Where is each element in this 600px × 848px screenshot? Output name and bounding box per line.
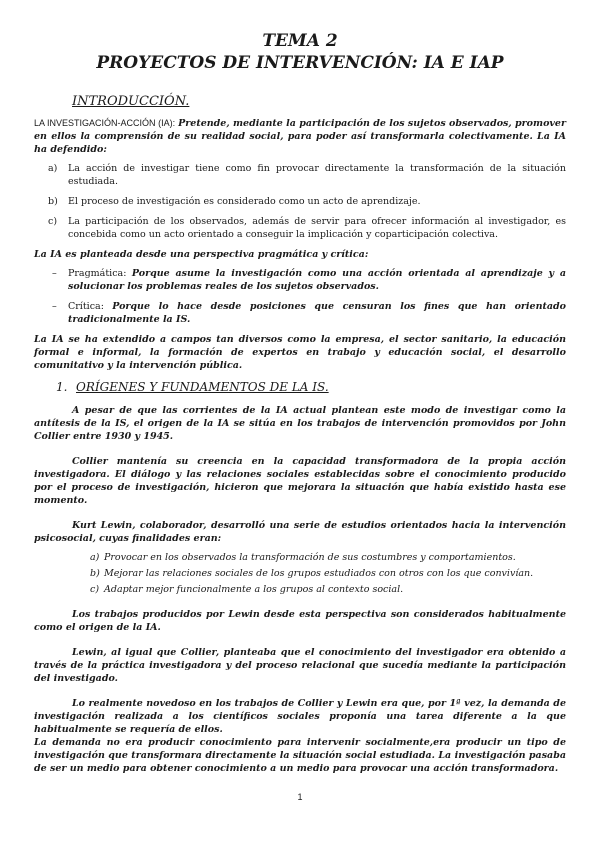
section-paragraph: Lewin, al igual que Collier, planteaba que el conocimiento del investigador era obtenido a través de la práctica investigadora y del proceso relacional que sucedía mediante la participación del investigado. [34,647,566,684]
list-item [34,551,566,564]
list-item-text: La acción de investigar tiene como fin provocar directamente la transformación de la situación estudiada. [68,163,566,187]
intro-lead-caps: LA INVESTIGACIÓN-ACCIÓN (IA): [34,118,176,128]
intro-paragraph [34,117,566,156]
perspective-label: Pragmática: [68,268,127,279]
intro-lead-text: Pretende, mediante la participación de los sujetos observados, promover en ellos la comprensión de su realidad social, para poder así transformarla colectivamente. La IA ha defendido: [34,118,566,155]
list-marker: c) [48,216,58,227]
list-item [34,195,566,208]
list-item [34,267,566,293]
list-marker: a) [90,552,100,563]
intro-heading: INTRODUCCIÓN. [72,94,190,109]
intro-list [34,162,566,241]
list-marker: b) [48,196,58,207]
list-item [34,300,566,326]
section-paragraph: Lo realmente novedoso en los trabajos de Collier y Lewin era que, por 1ª vez, la demanda de investigación realizada a los científicos sociales proponía una tarea diferente a la que habitualmente se requería de ellos. [34,698,566,735]
list-item-text: Mejorar las relaciones sociales de los grupos estudiados con otros con los que convivían. [104,568,534,579]
list-marker: a) [48,163,58,174]
title-line-1: TEMA 2 [262,31,338,51]
page-title [34,30,566,74]
perspective-lead: La IA es planteada desde una perspectiva pragmática y crítica: [34,249,369,260]
section-heading [56,380,566,394]
section-title: ORÍGENES Y FUNDAMENTOS DE LA IS. [76,380,329,394]
list-item-text: La participación de los observados, además de servir para ofrecer información al investigador, es concebida como un acto orientado a conseguir la implicación y coparticipación colectiva. [68,216,566,240]
list-item [34,215,566,241]
perspective-text: Porque lo hace desde posiciones que censuran los fines que han orientado tradicionalmente la IS. [68,301,566,325]
list-marker: – [52,301,57,312]
list-marker: c) [90,584,100,595]
perspective-list [34,267,566,326]
section-number: 1. [56,380,68,394]
section-paragraph: Kurt Lewin, colaborador, desarrolló una serie de estudios orientados hacia la intervención psicosocial, cuyas finalidades eran: [34,520,566,544]
list-item [34,583,566,596]
list-marker: – [52,268,57,279]
intro-closing: La IA se ha extendido a campos tan diversos como la empresa, el sector sanitario, la educación formal e informal, la formación de expertos en trabajo y educación social, el desarrollo comunitativo y la intervención pública. [34,334,566,371]
perspective-text: Porque asume la investigación como una acción orientada al aprendizaje y a solucionar los problemas reales de los sujetos observados. [68,268,566,292]
list-item-text: Provocar en los observados la transformación de sus costumbres y comportamientos. [104,552,516,563]
title-line-2: PROYECTOS DE INTERVENCIÓN: IA E IAP [96,53,504,73]
section-paragraph: La demanda no era producir conocimiento para intervenir socialmente,era producir un tipo de investigación que transformara directamente la situación social estudiada. La investigación pasaba de ser un medio para obtener conocimiento a un medio para provocar una acción transformadora. [34,737,566,774]
aims-list [34,551,566,596]
section-paragraph: Los trabajos producidos por Lewin desde esta perspectiva son considerados habitualmente como el origen de la IA. [34,609,566,633]
perspective-label: Crítica: [68,301,104,312]
list-item-text: Adaptar mejor funcionalmente a los grupos al contexto social. [104,584,404,595]
list-item [34,162,566,188]
list-item-text: El proceso de investigación es considerado como un acto de aprendizaje. [68,196,421,207]
section-paragraph: A pesar de que las corrientes de la IA actual plantean este modo de investigar como la antítesis de la IS, el origen de la IA se sitúa en los trabajos de intervención promovidos por John Collier entre 1930 y 1945. [34,405,566,442]
section-paragraph: Collier mantenía su creencia en la capacidad transformadora de la propia acción investigadora. El diálogo y las relaciones sociales establecidas sobre el conocimiento producido por el proceso de investigación, hicieron que mejorara la situación que había existido hasta ese momento. [34,456,566,506]
list-item [34,567,566,580]
page-number: 1 [297,792,303,802]
list-marker: b) [90,568,100,579]
